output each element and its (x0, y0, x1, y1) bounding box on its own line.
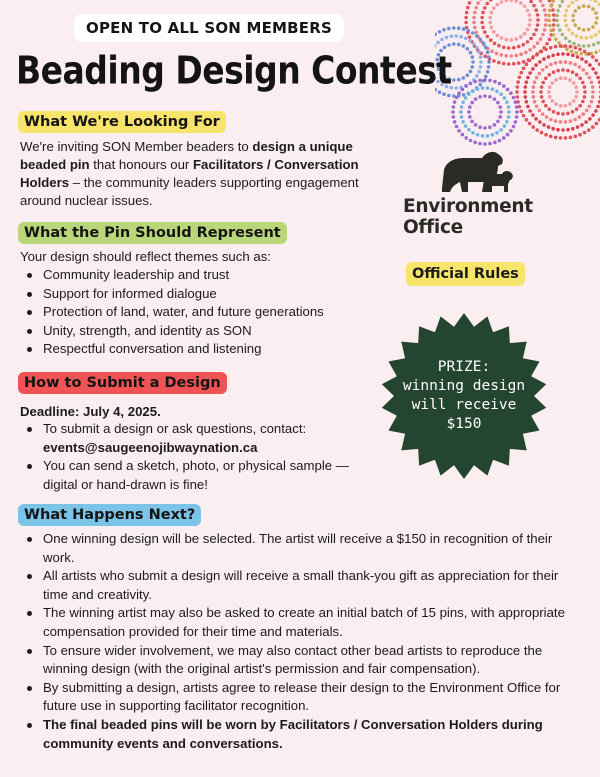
submit-list (20, 420, 370, 494)
list-item: By submitting a design, artists agree to release their design to the Environment Office for future use in supporting facilitator recognition. (20, 679, 580, 716)
represent-list (20, 266, 370, 359)
prize-badge (380, 312, 548, 480)
list-item: Support for informed dialogue (20, 285, 370, 304)
list-item: You can send a sketch, photo, or physical sample — digital or hand-drawn is fine! (20, 457, 370, 494)
list-item: The winning artist may also be asked to create an initial batch of 15 pins, with appropriate compensation provided for their time and materials. (20, 604, 580, 641)
deadline-text: Deadline: July 4, 2025. (20, 404, 161, 419)
beadwork-flower-decoration-icon (435, 0, 600, 160)
list-item: All artists who submit a design will receive a small thank-you gift as appreciation for their time and creativity. (20, 567, 580, 604)
bear-family-logo-icon (403, 148, 553, 194)
open-to-all-badge: OPEN TO ALL SON MEMBERS (74, 14, 344, 42)
page-title: Beading Design Contest (16, 48, 452, 93)
prize-text: PRIZE: winning design will receive $150 (402, 359, 526, 432)
list-item: Unity, strength, and identity as SON (20, 322, 370, 341)
list-item: Protection of land, water, and future generations (20, 303, 370, 322)
heading-what-looking-for: What We're Looking For (18, 111, 226, 133)
contact-email-link[interactable]: events@saugeenojibwaynation.ca (43, 439, 258, 455)
list-item: To submit a design or ask questions, contact: events@saugeenojibwaynation.ca (20, 420, 370, 457)
list-item: To ensure wider involvement, we may also contact other bead artists to reproduce the winning design (with the original artist's permission and fair compensation). (20, 642, 580, 679)
represent-intro: Your design should reflect themes such as: (20, 249, 271, 264)
intro-paragraph: We're inviting SON Member beaders to design a unique beaded pin that honours our Facilitators / Conversation Holders – the community leaders supporting engagement around nuclear issues. (20, 139, 359, 208)
heading-what-happens-next: What Happens Next? (18, 504, 201, 526)
heading-what-pin-represents: What the Pin Should Represent (18, 222, 287, 244)
heading-how-to-submit: How to Submit a Design (18, 372, 227, 394)
list-item: The final beaded pins will be worn by Facilitators / Conversation Holders during community events and conversations. (20, 716, 580, 753)
environment-office-logo-text: Environment Office (403, 196, 533, 238)
list-item: One winning design will be selected. The artist will receive a $150 in recognition of their work. (20, 530, 580, 567)
list-item: Community leadership and trust (20, 266, 370, 285)
next-steps-list (20, 530, 580, 753)
list-item: Respectful conversation and listening (20, 340, 370, 359)
official-rules-badge[interactable]: Official Rules (406, 262, 525, 286)
